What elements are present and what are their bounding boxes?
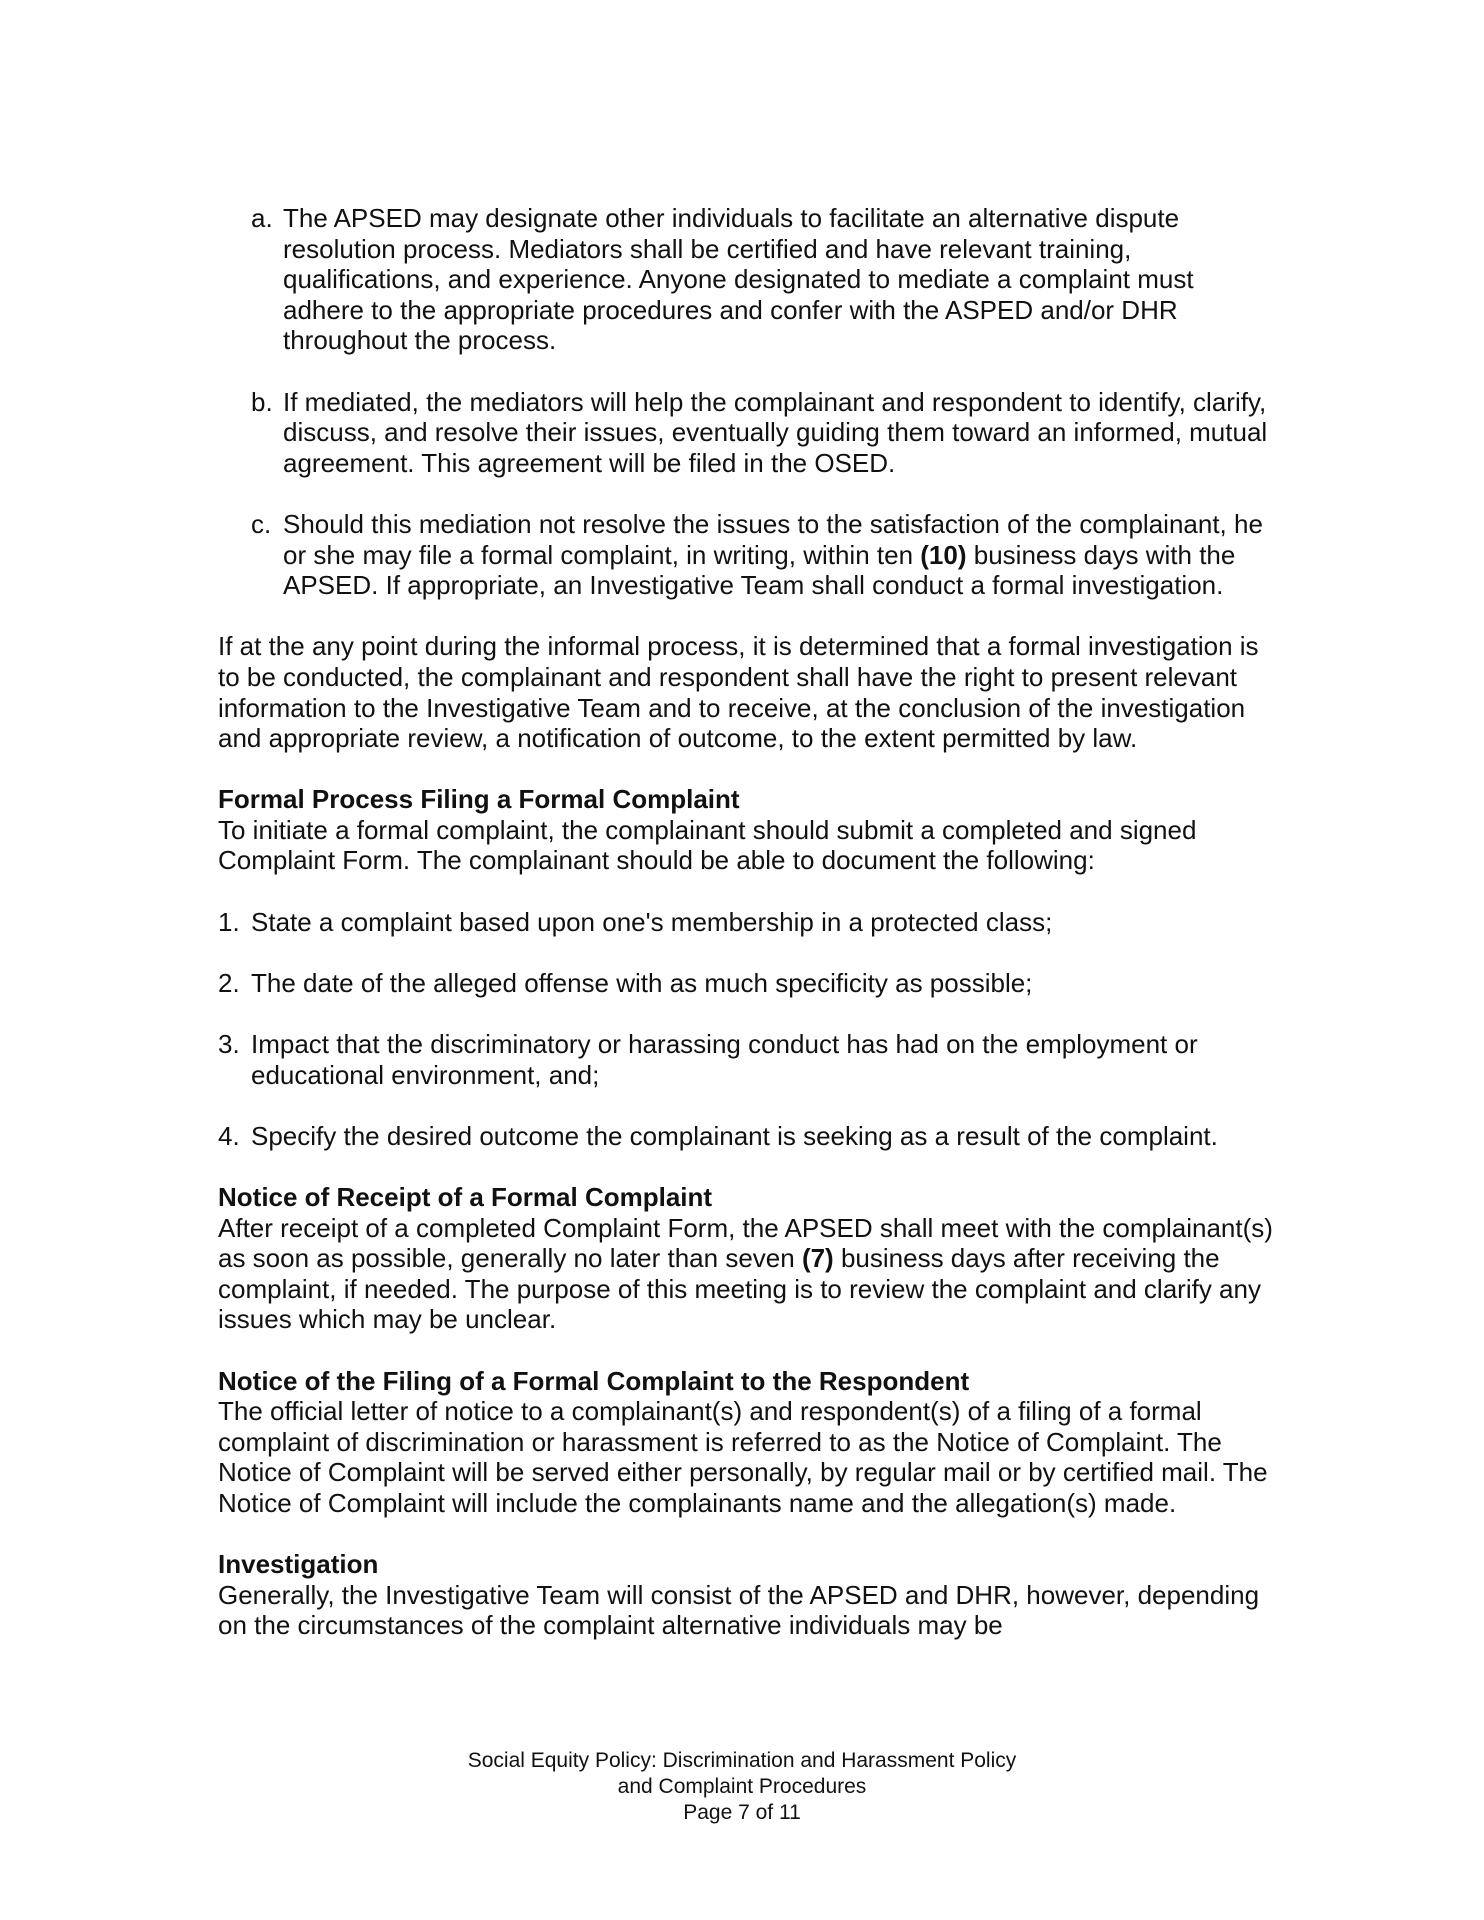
list-marker: c. [251, 508, 272, 539]
footer-subtitle: and Complaint Procedures [617, 1775, 867, 1798]
formal-process-heading: Formal Process Filing a Formal Complaint [218, 784, 740, 815]
page-footer [0, 1748, 1484, 1826]
list-item-c [218, 509, 1278, 601]
list-item-text: Specify the desired outcome the complainant is seeking as a result of the complaint. [251, 1120, 1218, 1151]
page-content [218, 203, 1278, 1672]
list-marker: a. [251, 203, 273, 233]
notice-filing-heading: Notice of the Filing of a Formal Complaint to the Respondent [218, 1365, 970, 1396]
formal-process-body: To initiate a formal complaint, the complainant should submit a completed and signed Complaint Form. The complainant should be able to document the following: [218, 814, 1197, 876]
list-marker: 3. [218, 1029, 240, 1060]
list-item-text: The date of the alleged offense with as much specificity as possible; [251, 967, 1033, 998]
notice-receipt-text: After receipt of a completed Complaint Form, the APSED shall meet with the complainant(s) as soon as possible, generally no later than seven [218, 1212, 1273, 1274]
list-item-text: Impact that the discriminatory or harassing conduct has had on the employment or educational environment, and; [251, 1029, 1198, 1090]
list-item-4 [218, 1121, 1278, 1152]
list-marker: 2. [218, 967, 240, 998]
list-item-text: If mediated, the mediators will help the complainant and respondent to identify, clarify, discuss, and resolve their issues, eventually guiding them toward an informed, mutual agreement. This agreement will be filed in the OSED. [283, 386, 1268, 478]
investigation-heading: Investigation [218, 1549, 379, 1580]
numbered-list [218, 907, 1278, 1152]
emphasis-number: (7) [801, 1243, 834, 1274]
notice-receipt-heading: Notice of Receipt of a Formal Complaint [218, 1182, 713, 1212]
notice-receipt-body [218, 1213, 1278, 1335]
emphasis-number: (10) [920, 539, 967, 570]
list-item-b [218, 387, 1278, 479]
informal-process-paragraph: If at the any point during the informal process, it is determined that a formal investigation is to be conducted, the complainant and respondent shall have the right to present relevant information to the Investigative Team and to receive, at the conclusion of the investigation and appropriate review, a notification of outcome, to the extent permitted by law. [218, 631, 1259, 754]
list-item-a [218, 203, 1278, 356]
list-item-1 [218, 907, 1278, 938]
investigation-body: Generally, the Investigative Team will consist of the APSED and DHR, however, depending on the circumstances of the complaint alternative individuals may be [218, 1579, 1260, 1641]
notice-receipt-text: business days after receiving the complaint, if needed. The purpose of this meeting is to review the complaint and clarify any issues which may be unclear. [218, 1243, 1261, 1335]
list-marker: 4. [218, 1120, 240, 1151]
notice-filing-body: The official letter of notice to a complainant(s) and respondent(s) of a filing of a formal complaint of discrimination or harassment is referred to as the Notice of Complaint. The Notice of Complaint will be served either personally, by regular mail or by certified mail. The Notice of Complaint will include the complainants name and the allegation(s) made. [218, 1396, 1268, 1518]
list-item-2 [218, 968, 1278, 999]
list-item-text: The APSED may designate other individuals to facilitate an alternative dispute resolution process. Mediators shall be certified and have relevant training, qualifications, and experience. Anyone designated to mediate a complaint must adhere to the appropriate procedures and confer with the ASPED and/or DHR throughout the process. [283, 203, 1194, 356]
list-item-text: Should this mediation not resolve the issues to the satisfaction of the complainant, he or she may file a formal complaint, in writing, within ten [283, 508, 1263, 570]
list-marker: b. [251, 386, 273, 417]
list-item-text: State a complaint based upon one's membership in a protected class; [251, 906, 1053, 937]
list-item-text: business days with the APSED. If appropriate, an Investigative Team shall conduct a formal investigation. [283, 539, 1236, 601]
footer-title: Social Equity Policy: Discrimination and Harassment Policy [467, 1749, 1017, 1772]
page-number: Page 7 of 11 [683, 1801, 801, 1824]
list-marker: 1. [218, 906, 240, 937]
lettered-list [218, 203, 1278, 601]
list-item-3 [218, 1029, 1278, 1090]
